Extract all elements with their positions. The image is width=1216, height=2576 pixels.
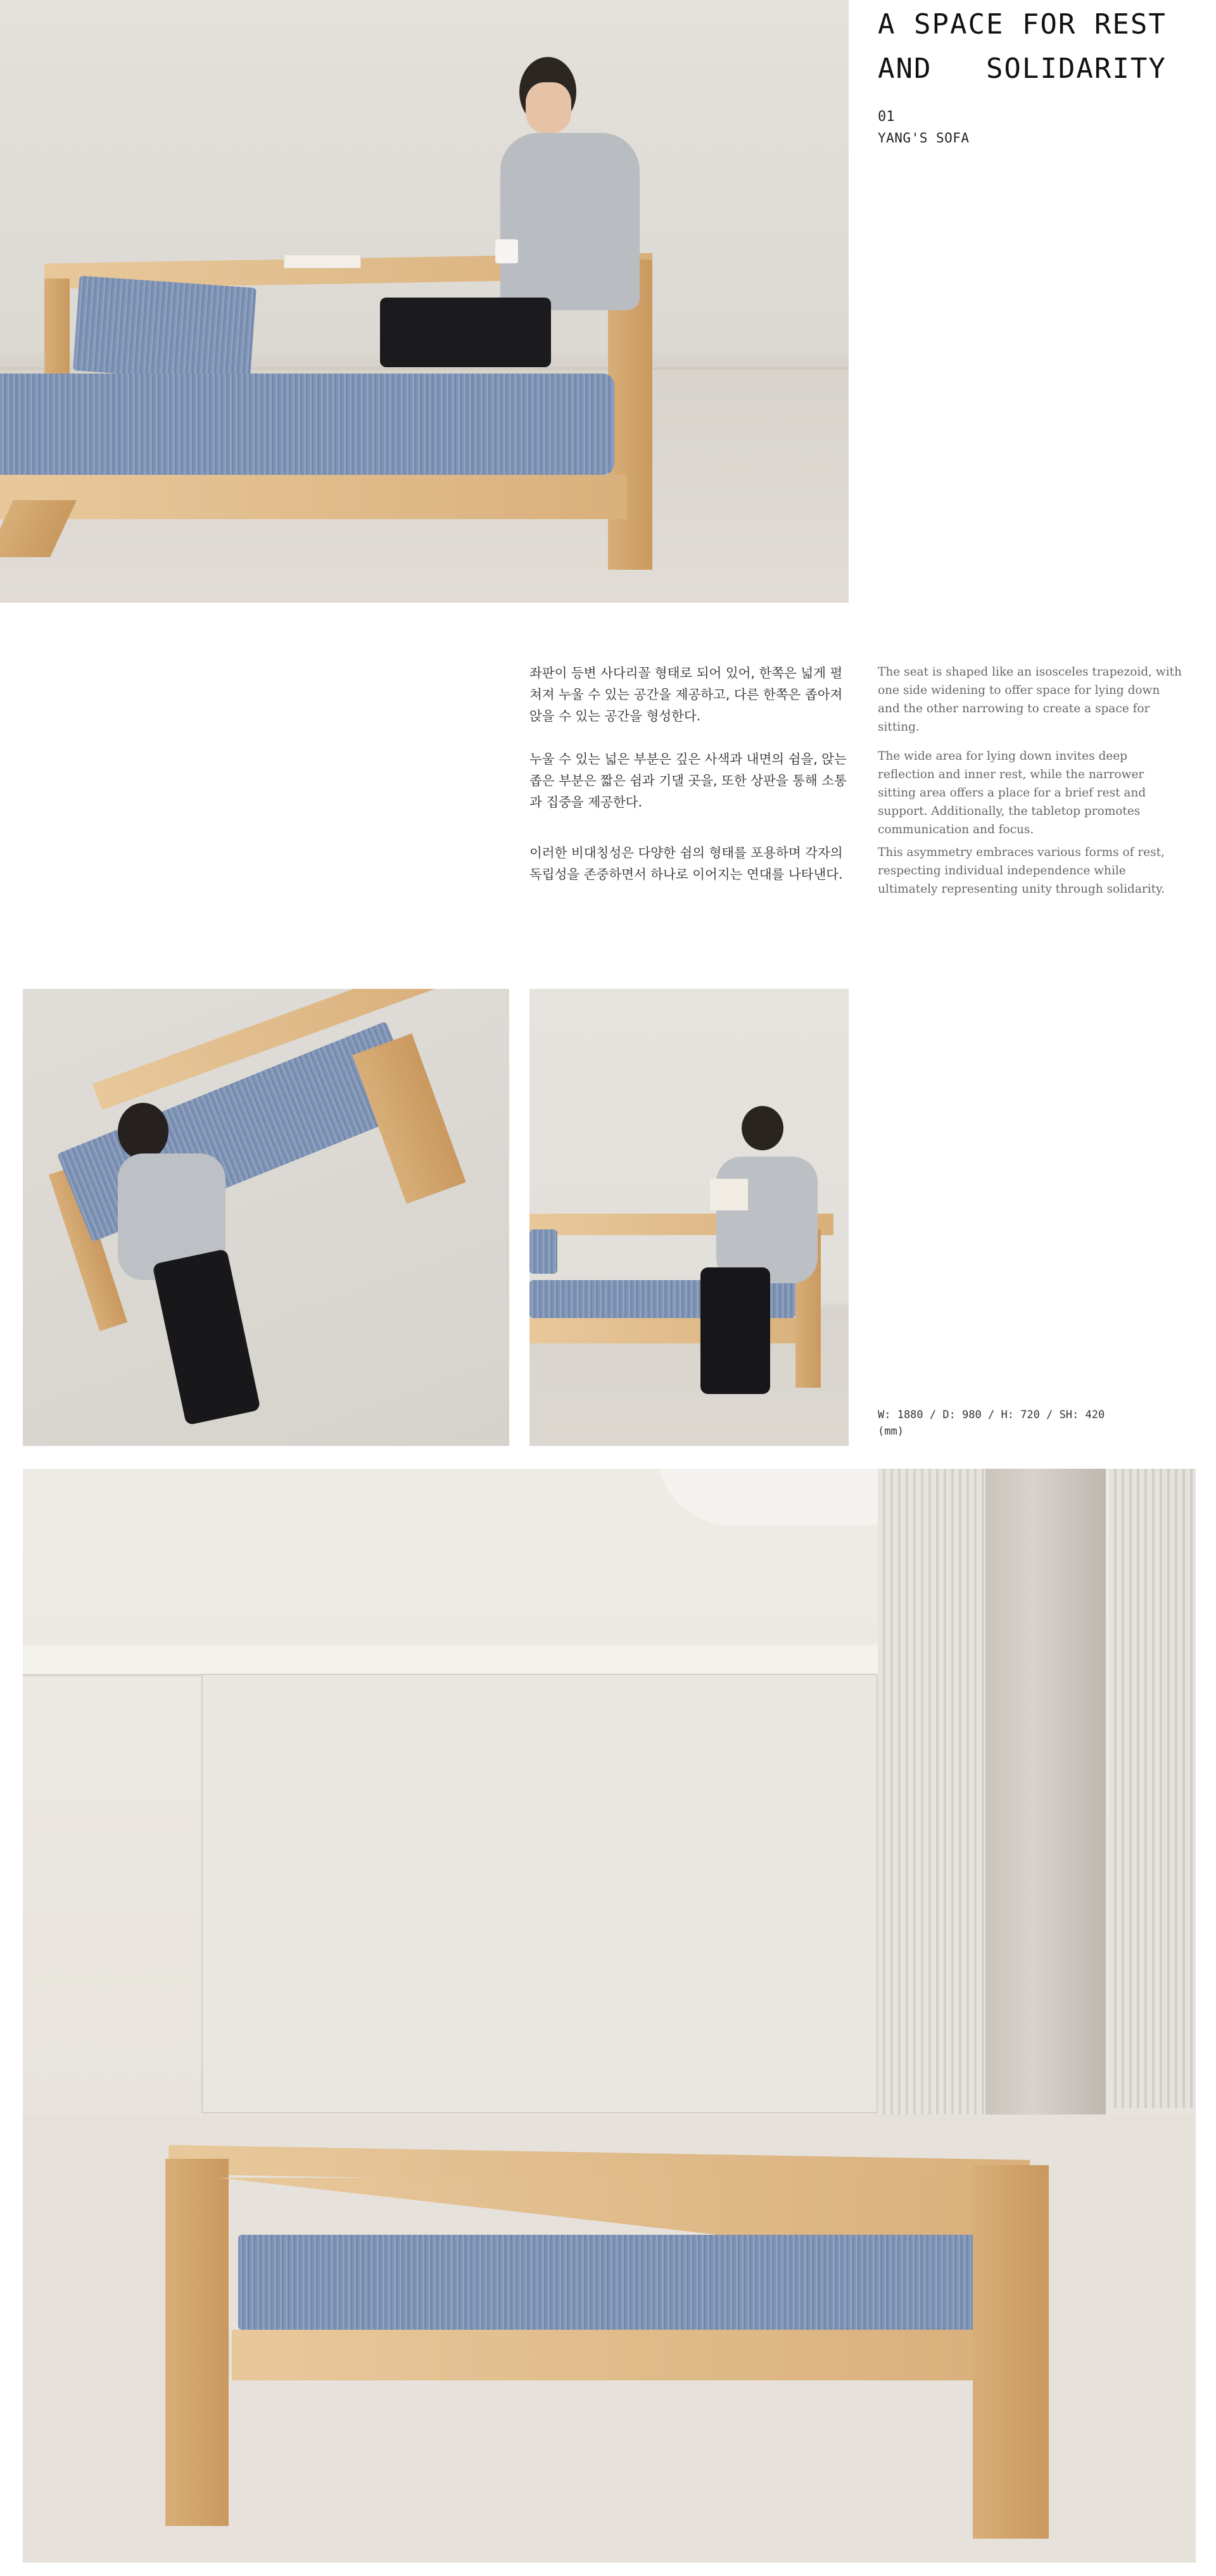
product-name: YANG'S SOFA [878, 130, 970, 146]
dimensions-unit: (mm) [878, 1425, 904, 1438]
description-ko-3: 이러한 비대칭성은 다양한 쉼의 형태를 포용하며 각자의 독립성을 존중하면서 하나로 이어지는 연대를 나타낸다. [529, 845, 843, 882]
title-line-1: A SPACE FOR REST [878, 8, 1167, 41]
description-en-3: This asymmetry embraces various forms of rest, respecting individual independence while ultimately representing unity through solidarity. [878, 846, 1165, 896]
description-ko-1: 좌판이 등변 사다리꼴 형태로 되어 있어, 한쪽은 넓게 펼쳐져 누울 수 있는 공간을 제공하고, 다른 한쪽은 좁아져 앉을 수 있는 공간을 형성한다. [529, 665, 843, 724]
photo-man-reading [529, 989, 849, 1446]
dimensions-text: W: 1880 / D: 980 / H: 720 / SH: 420 [878, 1409, 1105, 1421]
description-en-1: The seat is shaped like an isosceles trapezoid, with one side widening to offer space for lying down and the other narrowing to create a space for sitting. [878, 665, 1182, 734]
page-title [878, 3, 1194, 91]
product-index: 01 [878, 109, 895, 125]
person-figure [494, 57, 659, 386]
title-line-2: AND SOLIDARITY [878, 53, 1167, 85]
hero-photo-sofa-with-man [0, 0, 849, 603]
photo-sofa-overhead [23, 989, 509, 1446]
description-en-2: The wide area for lying down invites deep reflection and inner rest, while the narrower sitting area offers a place for a brief rest and support. Additionally, the tabletop promotes communication and focus. [878, 750, 1146, 836]
dimensions-spec [878, 1407, 1105, 1440]
photo-sofa-room [23, 1469, 1196, 2563]
description-ko-2: 누울 수 있는 넓은 부분은 깊은 사색과 내면의 쉼을, 앉는 좁은 부분은 짧은 쉼과 기댈 곳을, 또한 상판을 통해 소통과 집중을 제공한다. [529, 751, 847, 810]
